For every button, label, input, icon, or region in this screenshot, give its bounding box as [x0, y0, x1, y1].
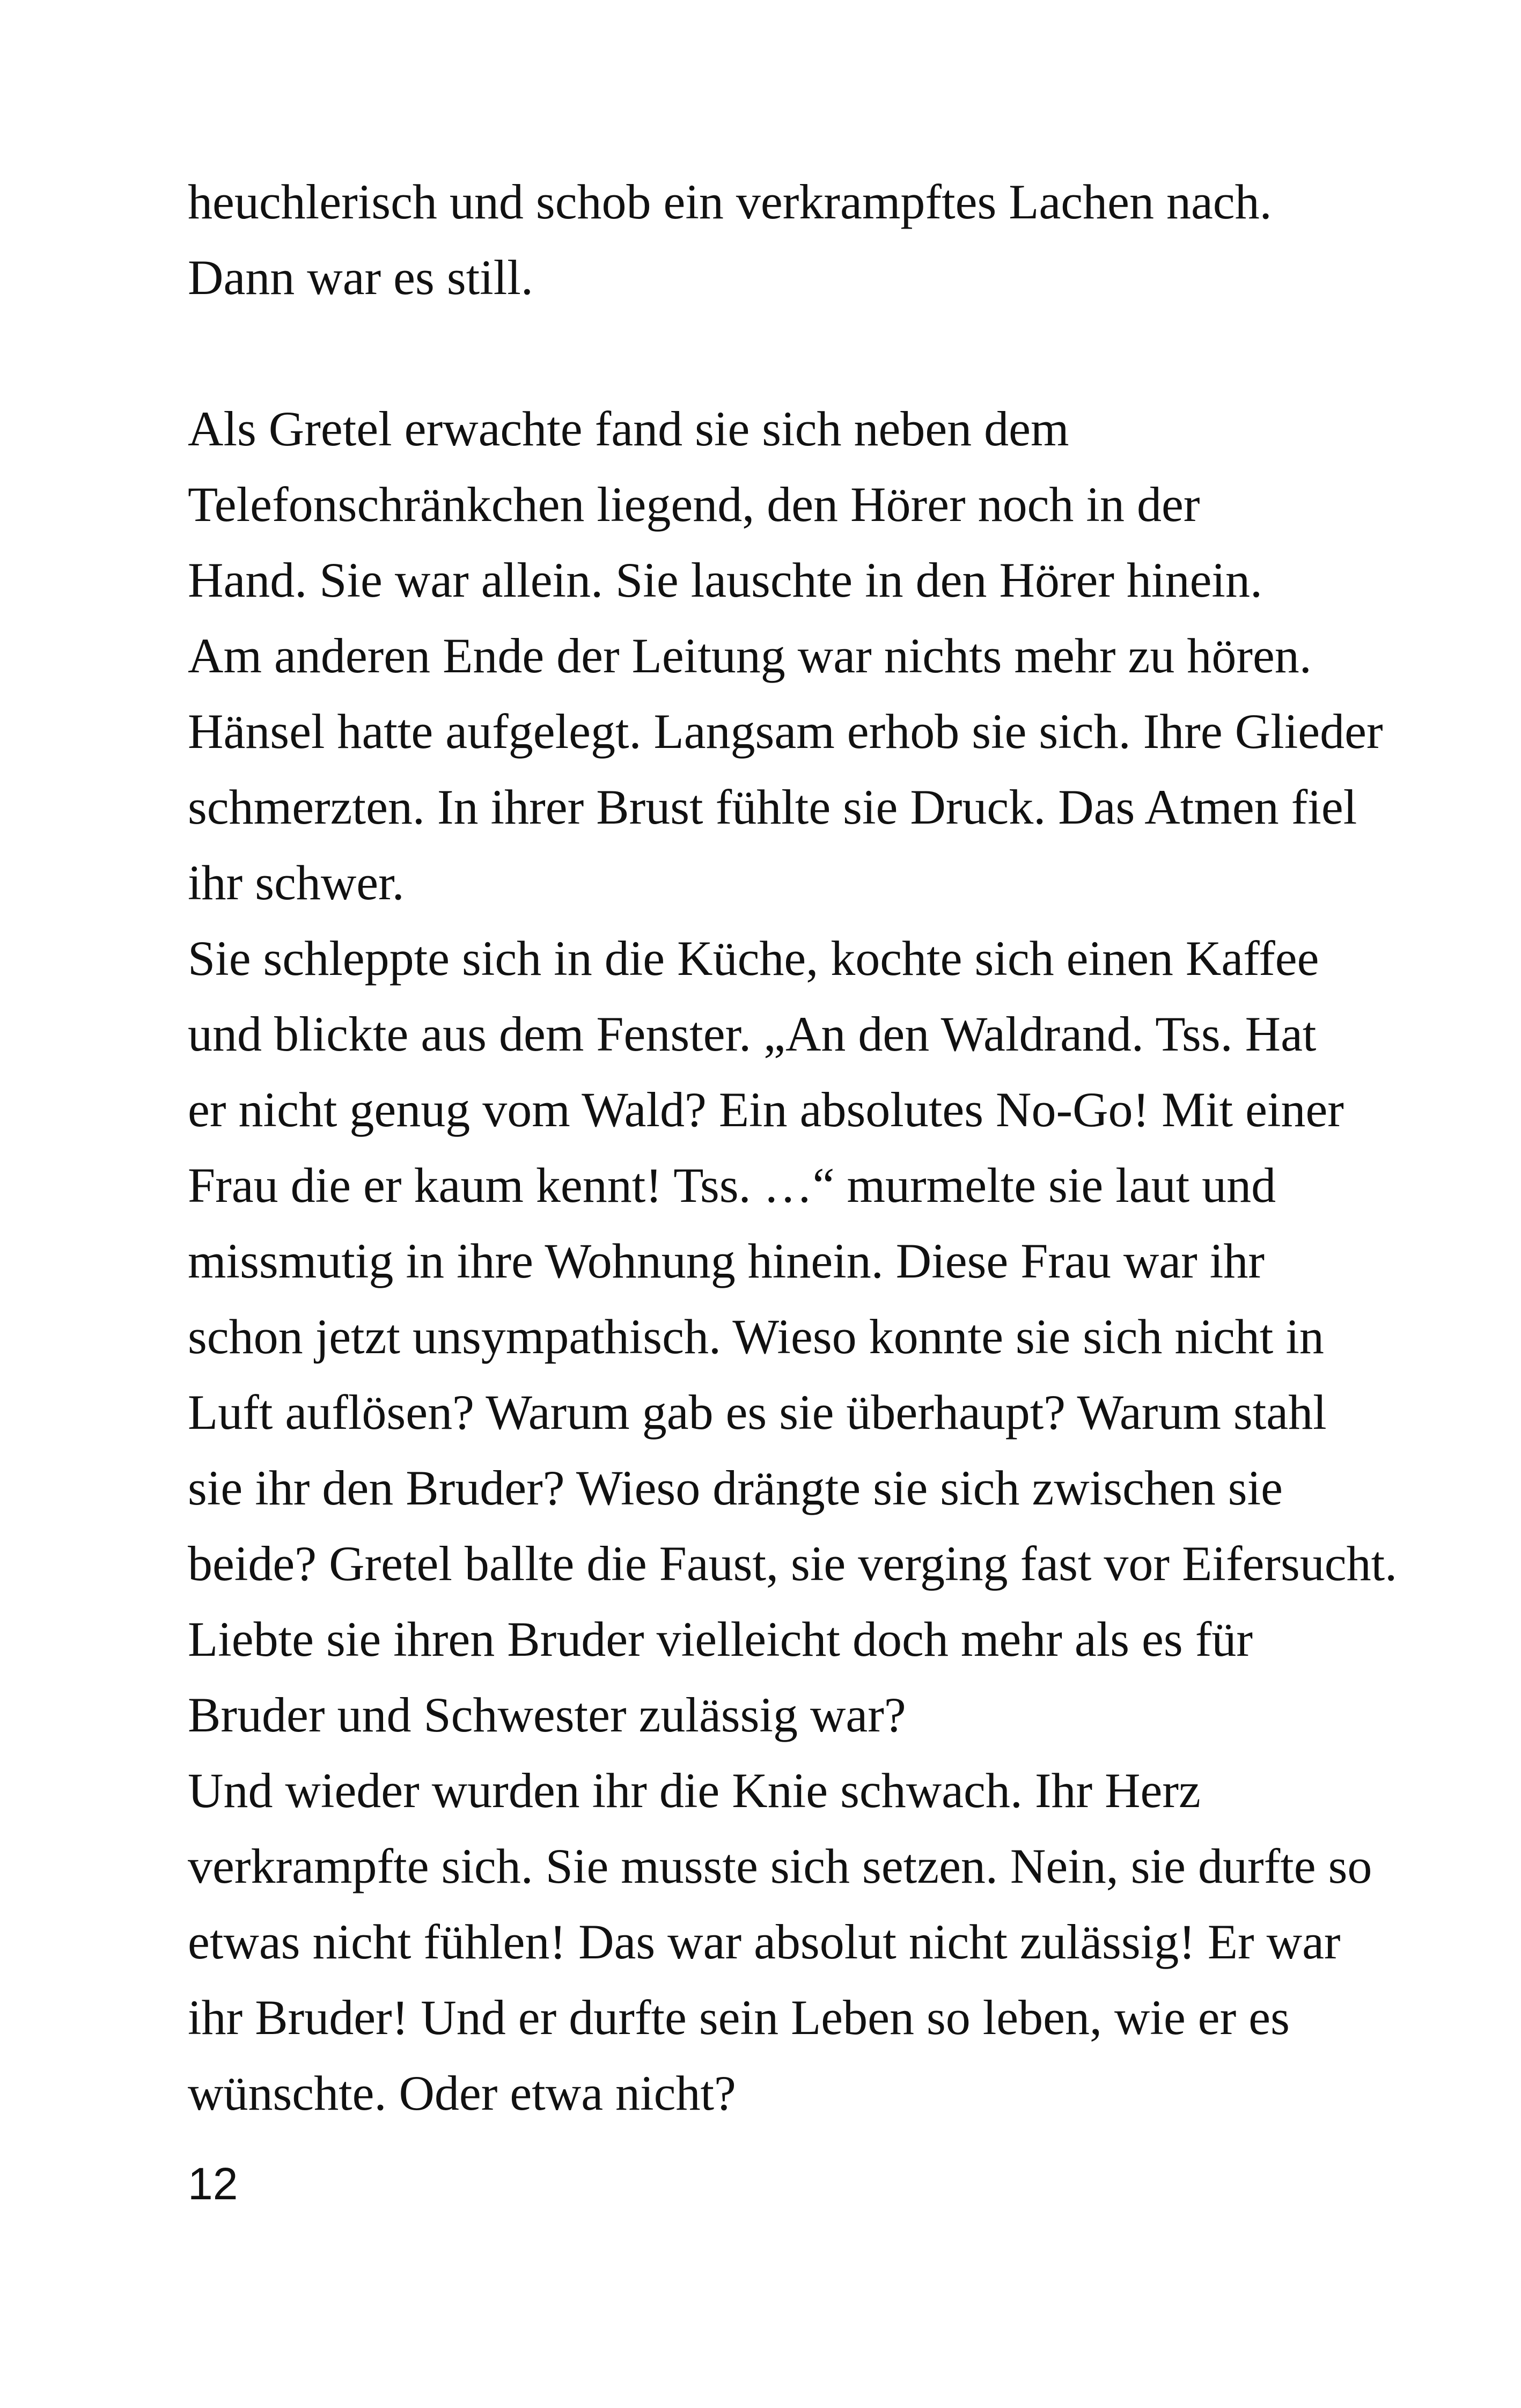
- text-line: Hand. Sie war allein. Sie lauschte in den Hörer hinein.: [188, 553, 1262, 607]
- text-line: etwas nicht fühlen! Das war absolut nicht zulässig! Er war: [188, 1914, 1341, 1969]
- text-line: Liebte sie ihren Bruder vielleicht doch mehr als es für: [188, 1612, 1253, 1666]
- text-line: Sie schleppte sich in die Küche, kochte sich einen Kaffee: [188, 931, 1319, 986]
- paragraph-gap: [188, 315, 1368, 391]
- text-line: und blickte aus dem Fenster. „An den Waldrand. Tss. Hat: [188, 1007, 1317, 1061]
- text-line: er nicht genug vom Wald? Ein absolutes No-Go! Mit einer: [188, 1082, 1344, 1137]
- text-line: wünschte. Oder etwa nicht?: [188, 2066, 736, 2120]
- text-line: Am anderen Ende der Leitung war nichts mehr zu hören.: [188, 628, 1312, 683]
- text-line: ihr Bruder! Und er durfte sein Leben so leben, wie er es: [188, 1990, 1290, 2045]
- text-line: Und wieder wurden ihr die Knie schwach. Ihr Herz: [188, 1763, 1201, 1818]
- text-line: Luft auflösen? Warum gab es sie überhaupt? Warum stahl: [188, 1385, 1327, 1440]
- text-line: beide? Gretel ballte die Faust, sie verging fast vor Eifersucht.: [188, 1536, 1398, 1591]
- text-line: Als Gretel erwachte fand sie sich neben dem: [188, 401, 1069, 456]
- page-number: 12: [188, 2159, 238, 2209]
- text-line: Bruder und Schwester zulässig war?: [188, 1687, 906, 1742]
- text-line: schon jetzt unsympathisch. Wieso konnte sie sich nicht in: [188, 1309, 1324, 1364]
- text-line: Hänsel hatte aufgelegt. Langsam erhob sie sich. Ihre Glieder: [188, 704, 1383, 759]
- text-line: ihr schwer.: [188, 855, 405, 910]
- text-line: heuchlerisch und schob ein verkrampftes Lachen nach.: [188, 174, 1272, 229]
- text-line: verkrampfte sich. Sie musste sich setzen. Nein, sie durfte so: [188, 1839, 1372, 1893]
- text-line: missmutig in ihre Wohnung hinein. Diese Frau war ihr: [188, 1234, 1265, 1288]
- text-line: Frau die er kaum kennt! Tss. …“ murmelte sie laut und: [188, 1158, 1276, 1213]
- body-text: [188, 164, 1398, 2131]
- text-line: schmerzten. In ihrer Brust fühlte sie Druck. Das Atmen fiel: [188, 780, 1357, 834]
- text-line: Telefonschränkchen liegend, den Hörer noch in der: [188, 477, 1200, 532]
- text-line: Dann war es still.: [188, 250, 533, 305]
- text-line: sie ihr den Bruder? Wieso drängte sie sich zwischen sie: [188, 1460, 1283, 1515]
